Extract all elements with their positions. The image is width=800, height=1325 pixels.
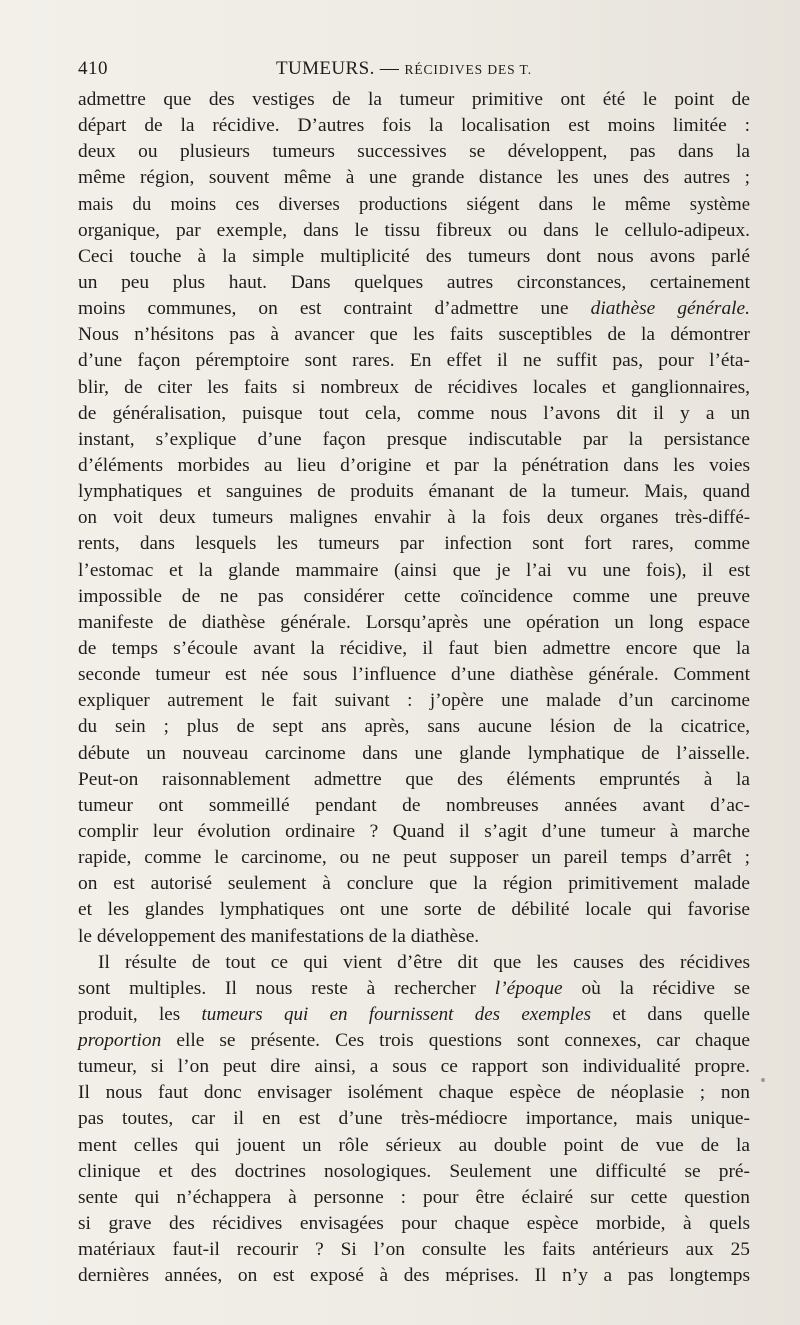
- text-line: l’estomac et la glande mammaire (ainsi que je l’ai vu une fois), il est: [78, 559, 750, 581]
- text-line: ment celles qui jouent un rôle sérieux au double point de vue de la: [78, 1134, 750, 1156]
- text-line: et les glandes lymphatiques ont une sorte de débilité locale qui favorise: [78, 899, 750, 921]
- text-line: [78, 1028, 750, 1054]
- italic-term: proportion: [78, 1030, 162, 1052]
- running-title-section: RÉCIDIVES DES T.: [404, 62, 532, 77]
- text-line: deux ou plusieurs tumeurs successives se développent, pas dans la: [78, 141, 750, 163]
- text-line: même région, souvent même à une grande distance les unes des autres ;: [78, 167, 750, 189]
- text-run: où la récidive se: [562, 977, 751, 999]
- text-line: on est autorisé seulement à conclure que la région primitivement malade: [78, 873, 750, 895]
- text-line: tumeur ont sommeillé pendant de nombreuses années avant d’ac-: [78, 794, 750, 816]
- text-line: lymphatiques et sanguines de produits émanant de la tumeur. Mais, quand: [78, 481, 750, 503]
- text-line: pas toutes, car il en est d’une très-médiocre importance, mais unique-: [78, 1108, 750, 1130]
- italic-term: diathèse générale.: [590, 298, 751, 320]
- text-line: d’éléments morbides au lieu d’origine et par la pénétration dans les voies: [78, 454, 750, 476]
- text-line: de généralisation, puisque tout cela, comme nous l’avons dit il y a un: [78, 402, 750, 424]
- body-text: [78, 87, 750, 1289]
- page-number: 410: [78, 58, 108, 79]
- text-line: débute un nouveau carcinome dans une glande lymphatique de l’aisselle.: [78, 742, 750, 764]
- running-title: [276, 54, 532, 85]
- text-line: le développement des manifestations de la diathèse.: [78, 925, 480, 947]
- text-line: instant, s’explique d’une façon presque indiscutable par la persistance: [78, 428, 750, 450]
- text-line: rents, dans lesquels les tumeurs par infection sont fort rares, comme: [78, 533, 750, 555]
- text-run: moins communes, on est contraint d’admettre une: [78, 298, 591, 320]
- text-line: de temps s’écoule avant la récidive, il faut bien admettre encore que la: [78, 637, 750, 659]
- text-line: blir, de citer les faits si nombreux de récidives locales et ganglionnaires,: [78, 376, 750, 398]
- text-line: tumeur, si l’on peut dire ainsi, a sous ce rapport son individualité propre.: [78, 1056, 750, 1078]
- text-line: [78, 1002, 750, 1028]
- text-line: Il résulte de tout ce qui vient d’être dit que les causes des récidives: [98, 951, 750, 973]
- text-line: Il nous faut donc envisager isolément chaque espèce de néoplasie ; non: [78, 1082, 750, 1104]
- text-line: [78, 296, 750, 322]
- text-line: Nous n’hésitons pas à avancer que les faits susceptibles de la démontrer: [78, 324, 750, 346]
- text-line: expliquer autrement le fait suivant : j’opère une malade d’un carcinome: [78, 690, 750, 712]
- text-line: on voit deux tumeurs malignes envahir à la fois deux organes très-diffé-: [78, 507, 750, 529]
- text-line: d’une façon péremptoire sont rares. En effet il ne suffit pas, pour l’éta-: [78, 350, 750, 372]
- running-title-dash: —: [374, 58, 405, 79]
- text-line: Peut-on raisonnablement admettre que des éléments empruntés à la: [78, 768, 750, 790]
- text-line: Ceci touche à la simple multiplicité des tumeurs dont nous avons parlé: [78, 245, 750, 267]
- text-line: clinique et des doctrines nosologiques. Seulement une difficulté se pré-: [78, 1160, 750, 1182]
- text-run: produit, les: [78, 1003, 202, 1025]
- text-line: [78, 976, 750, 1002]
- text-run: et dans quelle: [591, 1003, 750, 1025]
- text-line: mais du moins ces diverses productions siégent dans le même système: [78, 193, 750, 215]
- page-header: [78, 54, 750, 84]
- text-line: matériaux faut-il recourir ? Si l’on consulte les faits antérieurs aux 25: [78, 1239, 750, 1261]
- italic-term: tumeurs qui en fournissent des exemples: [201, 1003, 591, 1025]
- text-line: un peu plus haut. Dans quelques autres circonstances, certainement: [78, 271, 750, 293]
- text-run: sont multiples. Il nous reste à rechercher: [78, 977, 495, 999]
- text-line: sente qui n’échappera à personne : pour être éclairé sur cette question: [78, 1186, 750, 1208]
- text-line: impossible de ne pas considérer cette coïncidence comme une preuve: [78, 585, 750, 607]
- text-line: du sein ; plus de sept ans après, sans aucune lésion de la cicatrice,: [78, 716, 750, 738]
- text-run: elle se présente. Ces trois questions sont connexes, car chaque: [161, 1030, 750, 1052]
- text-line: si grave des récidives envisagées pour chaque espèce morbide, à quels: [78, 1213, 750, 1235]
- text-line: rapide, comme le carcinome, ou ne peut supposer un pareil temps d’arrêt ;: [78, 847, 750, 869]
- text-line: seconde tumeur est née sous l’influence d’une diathèse générale. Comment: [78, 664, 750, 686]
- text-line: manifeste de diathèse générale. Lorsqu’après une opération un long espace: [78, 611, 750, 633]
- running-title-main: TUMEURS.: [276, 58, 375, 79]
- italic-term: l’époque: [494, 977, 563, 999]
- text-line: complir leur évolution ordinaire ? Quand il s’agit d’une tumeur à marche: [78, 820, 750, 842]
- text-line: admettre que des vestiges de la tumeur primitive ont été le point de: [78, 89, 750, 110]
- text-line: dernières années, on est exposé à des méprises. Il n’y a pas longtemps: [78, 1265, 750, 1287]
- text-line: départ de la récidive. D’autres fois la localisation est moins limitée :: [78, 115, 750, 137]
- ink-speck: [761, 1078, 765, 1082]
- text-line: organique, par exemple, dans le tissu fibreux ou dans le cellulo-adipeux.: [78, 219, 750, 241]
